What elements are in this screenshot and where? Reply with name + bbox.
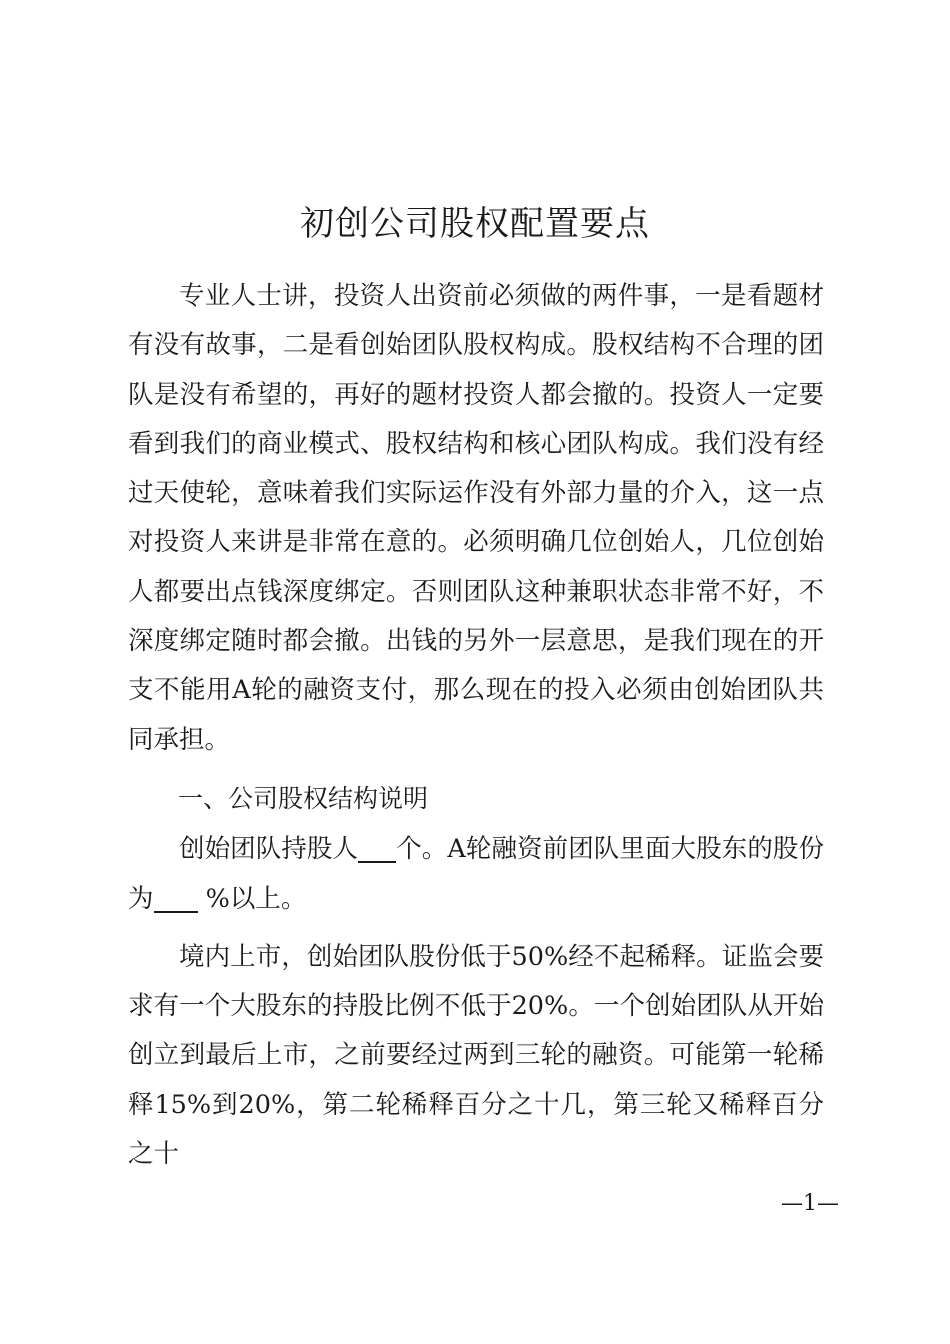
founder-shareholding-paragraph: [128, 825, 824, 924]
paragraph-text-part: %以上。: [197, 883, 307, 914]
fill-in-blank: [154, 883, 198, 913]
document-title: 初创公司股权配置要点: [300, 204, 650, 244]
page-number: —1—: [781, 1191, 839, 1216]
intro-paragraph: 专业人士讲，投资人出资前必须做的两件事，一是看题材有没有故事，二是看创始团队股权构成。股权结构不合理的团队是没有希望的，再好的题材投资人都会撤的。投资人一定要看到我们的商业模式、股权结构和核心团队构成。我们没有经过天使轮，意味着我们实际运作没有外部力量的介入，这一点对投资人来讲是非常在意的。必须明确几位创始人，几位创始人都要出点钱深度绑定。否则团队这种兼职状态非常不好，不深度绑定随时都会撤。出钱的另外一层意思，是我们现在的开支不能用A轮的融资支付，那么现在的投入必须由创始团队共同承担。: [128, 281, 824, 755]
section-heading: 一、公司股权结构说明: [178, 783, 429, 813]
paragraph-text-part: 个。A轮融资前团队里面大股东的股份为: [128, 834, 824, 914]
fill-in-blank: [358, 833, 396, 863]
paragraph-text-part: 创始团队持股人: [179, 834, 359, 865]
document-body: [128, 272, 824, 1179]
dilution-paragraph: 境内上市，创始团队股份低于50%经不起稀释。证监会要求有一个大股东的持股比例不低于20%。一个创始团队从开始创立到最后上市，之前要经过两到三轮的融资。可能第一轮稀释15%到20%，第二轮稀释百分之十几，第三轮又稀释百分之十: [128, 941, 824, 1170]
